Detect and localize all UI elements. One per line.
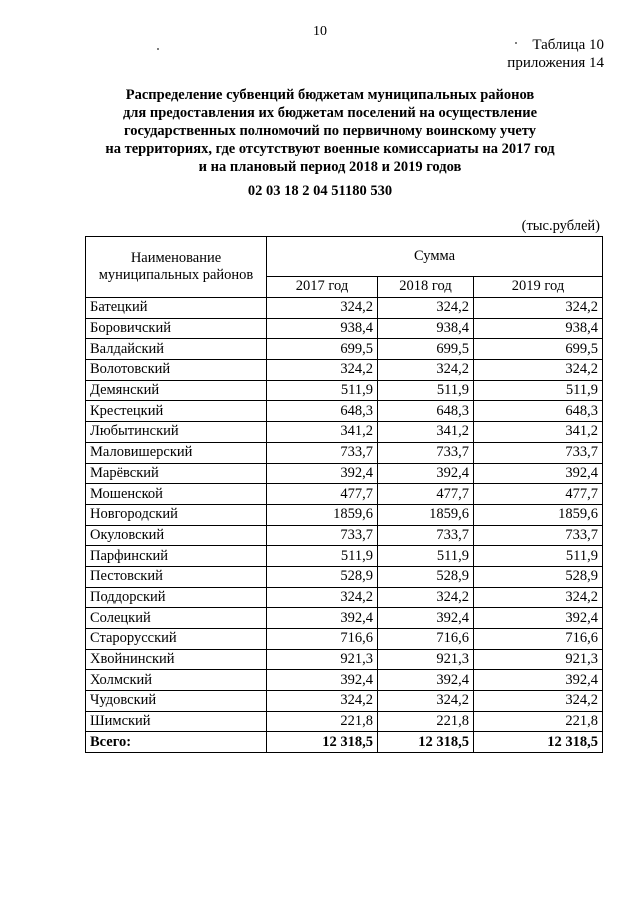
year-column-header: 2017 год bbox=[267, 276, 378, 297]
total-amount-cell: 12 318,5 bbox=[267, 732, 378, 753]
amount-cell: 648,3 bbox=[378, 401, 474, 422]
amount-cell: 528,9 bbox=[474, 566, 603, 587]
table-reference-line: приложения 14 bbox=[507, 55, 604, 71]
amount-cell: 392,4 bbox=[378, 670, 474, 691]
amount-cell: 392,4 bbox=[267, 670, 378, 691]
table-row bbox=[86, 566, 603, 587]
sum-column-header: Сумма bbox=[267, 237, 603, 277]
amount-cell: 341,2 bbox=[267, 422, 378, 443]
amount-cell: 1859,6 bbox=[474, 504, 603, 525]
district-name-cell: Холмский bbox=[86, 670, 267, 691]
table-row bbox=[86, 360, 603, 381]
amount-cell: 921,3 bbox=[267, 649, 378, 670]
table-row bbox=[86, 442, 603, 463]
amount-cell: 733,7 bbox=[267, 442, 378, 463]
year-column-header: 2019 год bbox=[474, 276, 603, 297]
amount-cell: 324,2 bbox=[267, 298, 378, 319]
amount-cell: 392,4 bbox=[378, 608, 474, 629]
amount-cell: 511,9 bbox=[267, 546, 378, 567]
amount-cell: 938,4 bbox=[267, 318, 378, 339]
district-name-cell: Парфинский bbox=[86, 546, 267, 567]
table-row bbox=[86, 608, 603, 629]
amount-cell: 511,9 bbox=[378, 546, 474, 567]
amount-cell: 921,3 bbox=[474, 649, 603, 670]
table-reference bbox=[507, 36, 604, 72]
district-name-cell: Солецкий bbox=[86, 608, 267, 629]
table-row bbox=[86, 546, 603, 567]
total-amount-cell: 12 318,5 bbox=[474, 732, 603, 753]
amount-cell: 392,4 bbox=[267, 608, 378, 629]
name-column-header: Наименование муниципальных районов bbox=[86, 237, 267, 298]
document-title bbox=[60, 86, 600, 176]
table-row bbox=[86, 380, 603, 401]
table-row bbox=[86, 298, 603, 319]
district-name-cell: Марёвский bbox=[86, 463, 267, 484]
total-label-cell: Всего: bbox=[86, 732, 267, 753]
amount-cell: 324,2 bbox=[378, 298, 474, 319]
title-line: на территориях, где отсутствуют военные комиссариаты на 2017 год bbox=[105, 141, 555, 157]
amount-cell: 221,8 bbox=[474, 711, 603, 732]
district-name-cell: Любытинский bbox=[86, 422, 267, 443]
table-row bbox=[86, 691, 603, 712]
amount-cell: 648,3 bbox=[474, 401, 603, 422]
title-line: Распределение субвенций бюджетам муниципальных районов bbox=[125, 87, 535, 103]
table-row bbox=[86, 422, 603, 443]
table-row bbox=[86, 711, 603, 732]
table-row bbox=[86, 525, 603, 546]
table-row bbox=[86, 318, 603, 339]
amount-cell: 699,5 bbox=[474, 339, 603, 360]
amount-cell: 716,6 bbox=[378, 629, 474, 650]
title-line: государственных полномочий по первичному воинскому учету bbox=[124, 123, 536, 139]
table-row bbox=[86, 484, 603, 505]
amount-cell: 324,2 bbox=[267, 587, 378, 608]
district-name-cell: Батецкий bbox=[86, 298, 267, 319]
amount-cell: 716,6 bbox=[474, 629, 603, 650]
table-reference-line: Таблица 10 bbox=[532, 37, 604, 53]
amount-cell: 341,2 bbox=[474, 422, 603, 443]
amount-cell: 733,7 bbox=[474, 442, 603, 463]
amount-cell: 528,9 bbox=[267, 566, 378, 587]
amount-cell: 324,2 bbox=[267, 360, 378, 381]
amount-cell: 392,4 bbox=[474, 608, 603, 629]
amount-cell: 528,9 bbox=[378, 566, 474, 587]
amount-cell: 938,4 bbox=[474, 318, 603, 339]
amount-cell: 1859,6 bbox=[267, 504, 378, 525]
district-name-cell: Волотовский bbox=[86, 360, 267, 381]
table-row bbox=[86, 629, 603, 650]
amount-cell: 716,6 bbox=[267, 629, 378, 650]
total-amount-cell: 12 318,5 bbox=[378, 732, 474, 753]
table-row bbox=[86, 649, 603, 670]
scan-speck bbox=[157, 48, 159, 50]
district-name-cell: Маловишерский bbox=[86, 442, 267, 463]
amount-cell: 392,4 bbox=[378, 463, 474, 484]
amount-cell: 648,3 bbox=[267, 401, 378, 422]
amount-cell: 733,7 bbox=[267, 525, 378, 546]
table-row bbox=[86, 339, 603, 360]
amount-cell: 324,2 bbox=[474, 360, 603, 381]
amount-cell: 324,2 bbox=[378, 360, 474, 381]
table-row bbox=[86, 587, 603, 608]
amount-cell: 477,7 bbox=[267, 484, 378, 505]
district-name-cell: Мошенской bbox=[86, 484, 267, 505]
total-row bbox=[86, 732, 603, 753]
amount-cell: 511,9 bbox=[474, 380, 603, 401]
amount-cell: 921,3 bbox=[378, 649, 474, 670]
title-line: и на плановый период 2018 и 2019 годов bbox=[198, 159, 462, 175]
amount-cell: 392,4 bbox=[474, 463, 603, 484]
table-row bbox=[86, 463, 603, 484]
district-name-cell: Хвойнинский bbox=[86, 649, 267, 670]
amount-cell: 221,8 bbox=[267, 711, 378, 732]
amount-cell: 733,7 bbox=[378, 525, 474, 546]
subventions-table bbox=[85, 236, 603, 753]
amount-cell: 477,7 bbox=[474, 484, 603, 505]
amount-cell: 324,2 bbox=[474, 298, 603, 319]
table-row bbox=[86, 504, 603, 525]
amount-cell: 221,8 bbox=[378, 711, 474, 732]
district-name-cell: Чудовский bbox=[86, 691, 267, 712]
district-name-cell: Шимский bbox=[86, 711, 267, 732]
table-row bbox=[86, 670, 603, 691]
district-name-cell: Крестецкий bbox=[86, 401, 267, 422]
amount-cell: 511,9 bbox=[378, 380, 474, 401]
page-number: 10 bbox=[313, 24, 327, 39]
amount-cell: 324,2 bbox=[378, 691, 474, 712]
title-line: для предоставления их бюджетам поселений на осуществление bbox=[122, 105, 538, 121]
district-name-cell: Валдайский bbox=[86, 339, 267, 360]
amount-cell: 324,2 bbox=[267, 691, 378, 712]
table-row bbox=[86, 401, 603, 422]
district-name-cell: Поддорский bbox=[86, 587, 267, 608]
amount-cell: 477,7 bbox=[378, 484, 474, 505]
district-name-cell: Окуловский bbox=[86, 525, 267, 546]
amount-cell: 1859,6 bbox=[378, 504, 474, 525]
amount-cell: 511,9 bbox=[474, 546, 603, 567]
district-name-cell: Боровичский bbox=[86, 318, 267, 339]
amount-cell: 511,9 bbox=[267, 380, 378, 401]
district-name-cell: Пестовский bbox=[86, 566, 267, 587]
amount-cell: 341,2 bbox=[378, 422, 474, 443]
amount-cell: 324,2 bbox=[378, 587, 474, 608]
amount-cell: 392,4 bbox=[267, 463, 378, 484]
amount-cell: 392,4 bbox=[474, 670, 603, 691]
unit-label: (тыс.рублей) bbox=[521, 218, 600, 234]
amount-cell: 699,5 bbox=[378, 339, 474, 360]
amount-cell: 733,7 bbox=[378, 442, 474, 463]
district-name-cell: Новгородский bbox=[86, 504, 267, 525]
amount-cell: 699,5 bbox=[267, 339, 378, 360]
year-column-header: 2018 год bbox=[378, 276, 474, 297]
budget-code: 02 03 18 2 04 51180 530 bbox=[247, 183, 393, 199]
table-body bbox=[86, 298, 603, 753]
amount-cell: 324,2 bbox=[474, 691, 603, 712]
district-name-cell: Демянский bbox=[86, 380, 267, 401]
amount-cell: 938,4 bbox=[378, 318, 474, 339]
amount-cell: 324,2 bbox=[474, 587, 603, 608]
district-name-cell: Старорусский bbox=[86, 629, 267, 650]
amount-cell: 733,7 bbox=[474, 525, 603, 546]
